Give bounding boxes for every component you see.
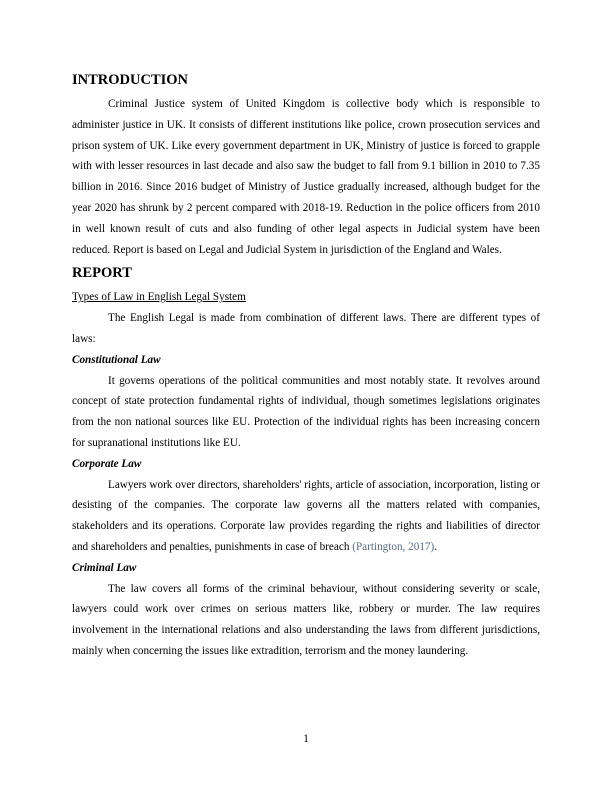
document-page	[72, 66, 540, 662]
report-heading: REPORT	[72, 265, 132, 282]
corporate-law-title: Corporate Law	[72, 457, 142, 470]
criminal-law-title: Criminal Law	[72, 561, 137, 574]
intro-paragraph: Criminal Justice system of United Kingdom is collective body which is responsible to administer justice in UK. It consists of different institutions like police, crown prosecution services and prison system of UK. Like every government department in UK, Ministry of justice is forced to grapple with with lesser resources in last decade and also saw the budget to fall from 9.1 billion in 2010 to 7.35 billion in 2016. Since 2016 budget of Ministry of Justice gradually increased, although budget for the year 2020 has shrunk by 2 percent compared with 2018-19. Reduction in the police officers from 2010 in well known result of cuts and also funding of other legal aspects in Judicial system have been reduced. Report is based on Legal and Judicial System in jurisdiction of the England and Wales.	[72, 98, 540, 256]
constitutional-law-paragraph: It governs operations of the political communities and most notably state. It revolves around concept of state protection fundamental rights of individual, though sometimes legislations originates from the non national sources like EU. Protection of the individual rights has been increasing concern for supranational institutions like EU.	[72, 374, 540, 449]
report-intro-paragraph: The English Legal is made from combination of different laws. There are different types of laws:	[72, 312, 540, 345]
corporate-law-end: .	[434, 540, 438, 553]
corporate-law-paragraph	[72, 475, 540, 558]
types-of-law-subheading: Types of Law in English Legal System	[72, 291, 246, 304]
page-number: 1	[303, 733, 309, 745]
constitutional-law-title: Constitutional Law	[72, 353, 161, 366]
intro-heading: INTRODUCTION	[72, 72, 189, 88]
corporate-law-text: Lawyers work over directors, shareholders' rights, article of association, incorporation, listing or desisting of the companies. The corporate law governs all the matters related with companies, stakeholders and its operations. Corporate law provides regarding the rights and liabilities of director and shareholders and penalties, punishments in case of breach	[72, 478, 540, 553]
citation-partington: (Partington, 2017)	[352, 540, 435, 553]
criminal-law-paragraph: The law covers all forms of the criminal behaviour, without considering severity or scale, lawyers could work over crimes on serious matters like, robbery or murder. The law requires involvement in the international relations and also understanding the laws from different jurisdictions, mainly when concerning the issues like extradition, terrorism and the money laundering.	[72, 582, 540, 657]
